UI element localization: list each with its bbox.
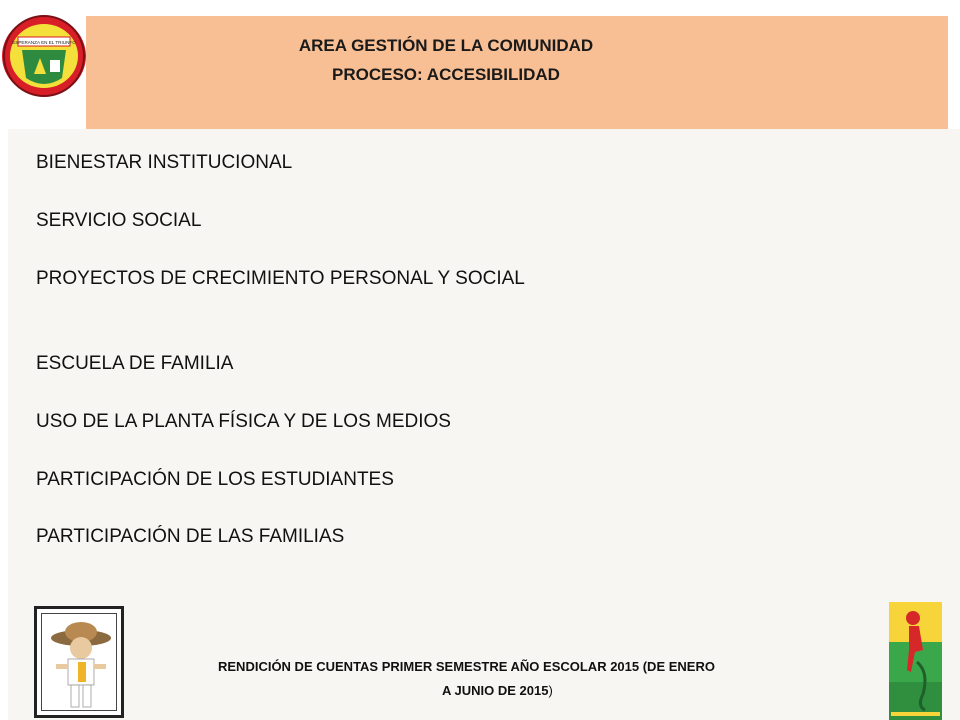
footer-line-1: RENDICIÓN DE CUENTAS PRIMER SEMESTRE AÑO ESCOLAR 2015 (DE ENERO — [218, 659, 715, 674]
list-item: ESCUELA DE FAMILIA — [36, 353, 234, 374]
school-crest-icon — [0, 8, 88, 108]
crest-motto: ESPERANZA EN EL TRIUNFO — [12, 40, 76, 45]
flag-figure-logo-icon — [889, 602, 942, 720]
list-item: PROYECTOS DE CRECIMIENTO PERSONAL Y SOCIAL — [36, 268, 525, 289]
footer-line-2 — [442, 683, 553, 698]
page-title: AREA GESTIÓN DE LA COMUNIDAD — [298, 36, 594, 55]
portrait-frame — [34, 606, 124, 718]
list-item: PARTICIPACIÓN DE LOS ESTUDIANTES — [36, 469, 394, 490]
footer-line-2-text: A JUNIO DE 2015 — [442, 683, 549, 698]
list-item: SERVICIO SOCIAL — [36, 210, 202, 231]
child-with-hat-drawing-icon — [42, 614, 120, 714]
list-item: USO DE LA PLANTA FÍSICA Y DE LOS MEDIOS — [36, 411, 451, 432]
page-subtitle: PROCESO: ACCESIBILIDAD — [332, 65, 560, 84]
footer-line-2-close: ) — [548, 683, 553, 698]
list-item: BIENESTAR INSTITUCIONAL — [36, 152, 293, 173]
list-item: PARTICIPACIÓN DE LAS FAMILIAS — [36, 526, 345, 547]
